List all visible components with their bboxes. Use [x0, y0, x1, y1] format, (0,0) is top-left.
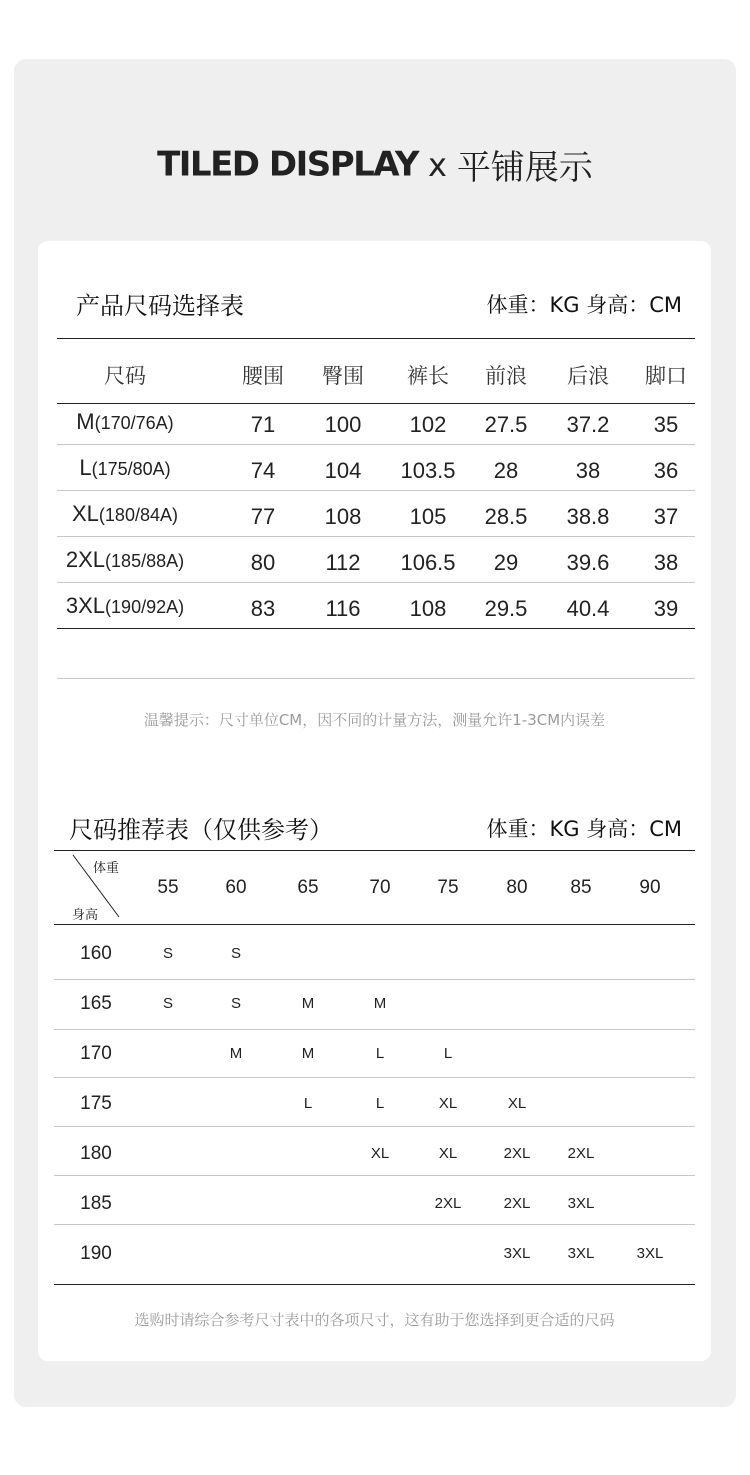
size-table-bottom-rule: [57, 678, 695, 679]
size-code: 2XL: [65, 547, 106, 572]
size-table-size-cell: [55, 547, 195, 573]
size-table-value-cell: 39: [653, 596, 679, 621]
rec-table-header-rule: [54, 924, 695, 925]
size-table-value-cell: 29.5: [484, 596, 528, 621]
size-table-value-cell: 35: [653, 412, 679, 437]
size-spec: (185/88A): [105, 551, 185, 571]
rec-table-size-cell: M: [301, 1045, 315, 1062]
rec-table-height-cell: 160: [80, 943, 112, 964]
size-table-value-cell: 39.6: [566, 550, 610, 575]
size-table-value-cell: 37.2: [566, 412, 610, 437]
rec-table-size-cell: S: [230, 945, 241, 962]
rec-table-size-cell: 2XL: [503, 1145, 531, 1162]
size-table-value-cell: 112: [325, 550, 361, 575]
size-table-title: 产品尺码选择表: [76, 292, 244, 320]
heading-english: TILED DISPLAY: [157, 144, 418, 185]
size-table-value-cell: 38: [575, 458, 601, 483]
size-table-value-cell: 116: [325, 596, 361, 621]
rec-table-size-cell: S: [162, 995, 173, 1012]
heading-chinese: 平铺展示: [456, 148, 593, 188]
rec-table-size-cell: 3XL: [567, 1245, 595, 1262]
size-table-top-rule: [57, 338, 695, 339]
size-table-size-cell: [55, 409, 195, 435]
size-spec: (170/76A): [94, 413, 174, 433]
size-table-value-cell: 38: [653, 550, 679, 575]
size-table-value-cell: 80: [250, 550, 276, 575]
size-table-header-cell: 尺码: [104, 364, 146, 388]
rec-table-weight-cell: 85: [570, 877, 592, 898]
rec-table-height-cell: 190: [80, 1243, 112, 1264]
size-table-value-cell: 105: [409, 504, 447, 529]
size-table-value-cell: 29: [493, 550, 519, 575]
size-table-size-cell: [55, 501, 195, 527]
size-table-value-cell: 103.5: [400, 458, 456, 483]
size-table-header-cell: 前浪: [485, 364, 527, 388]
size-spec: (175/80A): [91, 459, 171, 479]
size-table-header-cell: 腰围: [242, 364, 284, 388]
size-table-value-cell: 102: [409, 412, 447, 437]
rec-table-row-rule: [54, 1126, 695, 1127]
rec-table-height-cell: 165: [80, 993, 112, 1014]
rec-table-size-cell: S: [230, 995, 241, 1012]
rec-table-row-rule: [54, 1077, 695, 1078]
size-table-value-cell: 71: [250, 412, 276, 437]
size-table-value-cell: 38.8: [566, 504, 610, 529]
size-table-row-rule: [57, 582, 695, 583]
size-code: M: [76, 409, 95, 434]
size-table-header-cell: 臀围: [322, 364, 364, 388]
rec-table-row-rule: [54, 1224, 695, 1225]
rec-table-size-cell: M: [301, 995, 315, 1012]
size-table-value-cell: 108: [324, 504, 362, 529]
size-table-size-cell: [55, 593, 195, 619]
rec-table-size-cell: 3XL: [636, 1245, 664, 1262]
rec-table-size-cell: L: [375, 1095, 385, 1112]
size-table-value-cell: 108: [409, 596, 447, 621]
size-code: XL: [72, 501, 99, 526]
rec-table-size-cell: XL: [370, 1145, 390, 1162]
size-code: 3XL: [65, 593, 106, 618]
size-table-value-cell: 40.4: [566, 596, 610, 621]
corner-weight-label: 体重: [93, 861, 120, 876]
rec-table-corner: [57, 853, 127, 921]
size-table-row-rule: [57, 444, 695, 445]
size-table-note: 温馨提示：尺寸单位CM，因不同的计量方法，测量允许1-3CM内误差: [143, 711, 606, 729]
rec-table-note: 选购时请综合参考尺寸表中的各项尺寸，这有助于您选择到更合适的尺码: [134, 1311, 615, 1329]
rec-table-size-cell: L: [375, 1045, 385, 1062]
rec-table-weight-cell: 55: [157, 877, 179, 898]
rec-table-size-cell: 2XL: [434, 1195, 462, 1212]
rec-table-height-cell: 180: [80, 1143, 112, 1164]
rec-table-height-cell: 175: [80, 1093, 112, 1114]
size-table-value-cell: 100: [324, 412, 362, 437]
rec-table-size-cell: L: [443, 1045, 453, 1062]
rec-table-size-cell: XL: [438, 1145, 458, 1162]
size-code: L: [79, 455, 92, 480]
rec-table-size-cell: 2XL: [503, 1195, 531, 1212]
size-table-value-cell: 74: [250, 458, 276, 483]
size-table-value-cell: 36: [653, 458, 679, 483]
rec-table-size-cell: 2XL: [567, 1145, 595, 1162]
rec-table-size-cell: XL: [438, 1095, 458, 1112]
rec-table-weight-cell: 65: [297, 877, 319, 898]
size-table-value-cell: 27.5: [484, 412, 528, 437]
rec-table-row-rule: [54, 979, 695, 980]
size-table-value-cell: 83: [250, 596, 276, 621]
rec-table-size-cell: S: [162, 945, 173, 962]
rec-table-height-cell: 185: [80, 1193, 112, 1214]
size-table-row-rule: [57, 490, 695, 491]
size-table-value-cell: 28.5: [484, 504, 528, 529]
rec-table-size-cell: 3XL: [503, 1245, 531, 1262]
rec-table-height-cell: 170: [80, 1043, 112, 1064]
size-spec: (190/92A): [105, 597, 185, 617]
rec-table-weight-cell: 70: [369, 877, 391, 898]
size-table-header-cell: 脚口: [645, 364, 687, 388]
size-spec: (180/84A): [98, 505, 178, 525]
size-table-row-rule: [57, 536, 695, 537]
heading-separator: x: [427, 145, 447, 184]
rec-table-row-rule: [54, 1175, 695, 1176]
page-heading: [0, 140, 750, 188]
size-table-value-cell: 104: [324, 458, 362, 483]
size-table-value-cell: 106.5: [400, 550, 456, 575]
rec-table-weight-cell: 90: [639, 877, 661, 898]
rec-table-size-cell: 3XL: [567, 1195, 595, 1212]
rec-table-weight-cell: 80: [506, 877, 528, 898]
size-table-header-cell: 裤长: [407, 364, 449, 388]
corner-height-label: 身高: [72, 908, 99, 923]
rec-table-size-cell: L: [303, 1095, 313, 1112]
size-table-header-rule: [57, 403, 695, 404]
size-table-value-cell: 37: [653, 504, 679, 529]
size-card: [38, 241, 711, 1361]
rec-table-weight-cell: 75: [437, 877, 459, 898]
size-table-value-cell: 77: [250, 504, 276, 529]
rec-table-title: 尺码推荐表（仅供参考）: [69, 816, 333, 844]
rec-table-size-cell: XL: [507, 1095, 527, 1112]
rec-table-size-cell: M: [229, 1045, 243, 1062]
size-table-size-cell: [55, 455, 195, 481]
rec-table-row-rule: [54, 1029, 695, 1030]
size-table-header-cell: 后浪: [567, 364, 609, 388]
size-table-unit-label: 体重：KG 身高：CM: [486, 293, 682, 317]
rec-table-top-rule: [54, 850, 695, 851]
size-table-row-rule: [57, 628, 695, 629]
size-table-value-cell: 28: [493, 458, 519, 483]
rec-table-unit-label: 体重：KG 身高：CM: [486, 817, 682, 841]
rec-table-row-rule: [54, 1284, 695, 1285]
rec-table-size-cell: M: [373, 995, 387, 1012]
rec-table-weight-cell: 60: [225, 877, 247, 898]
